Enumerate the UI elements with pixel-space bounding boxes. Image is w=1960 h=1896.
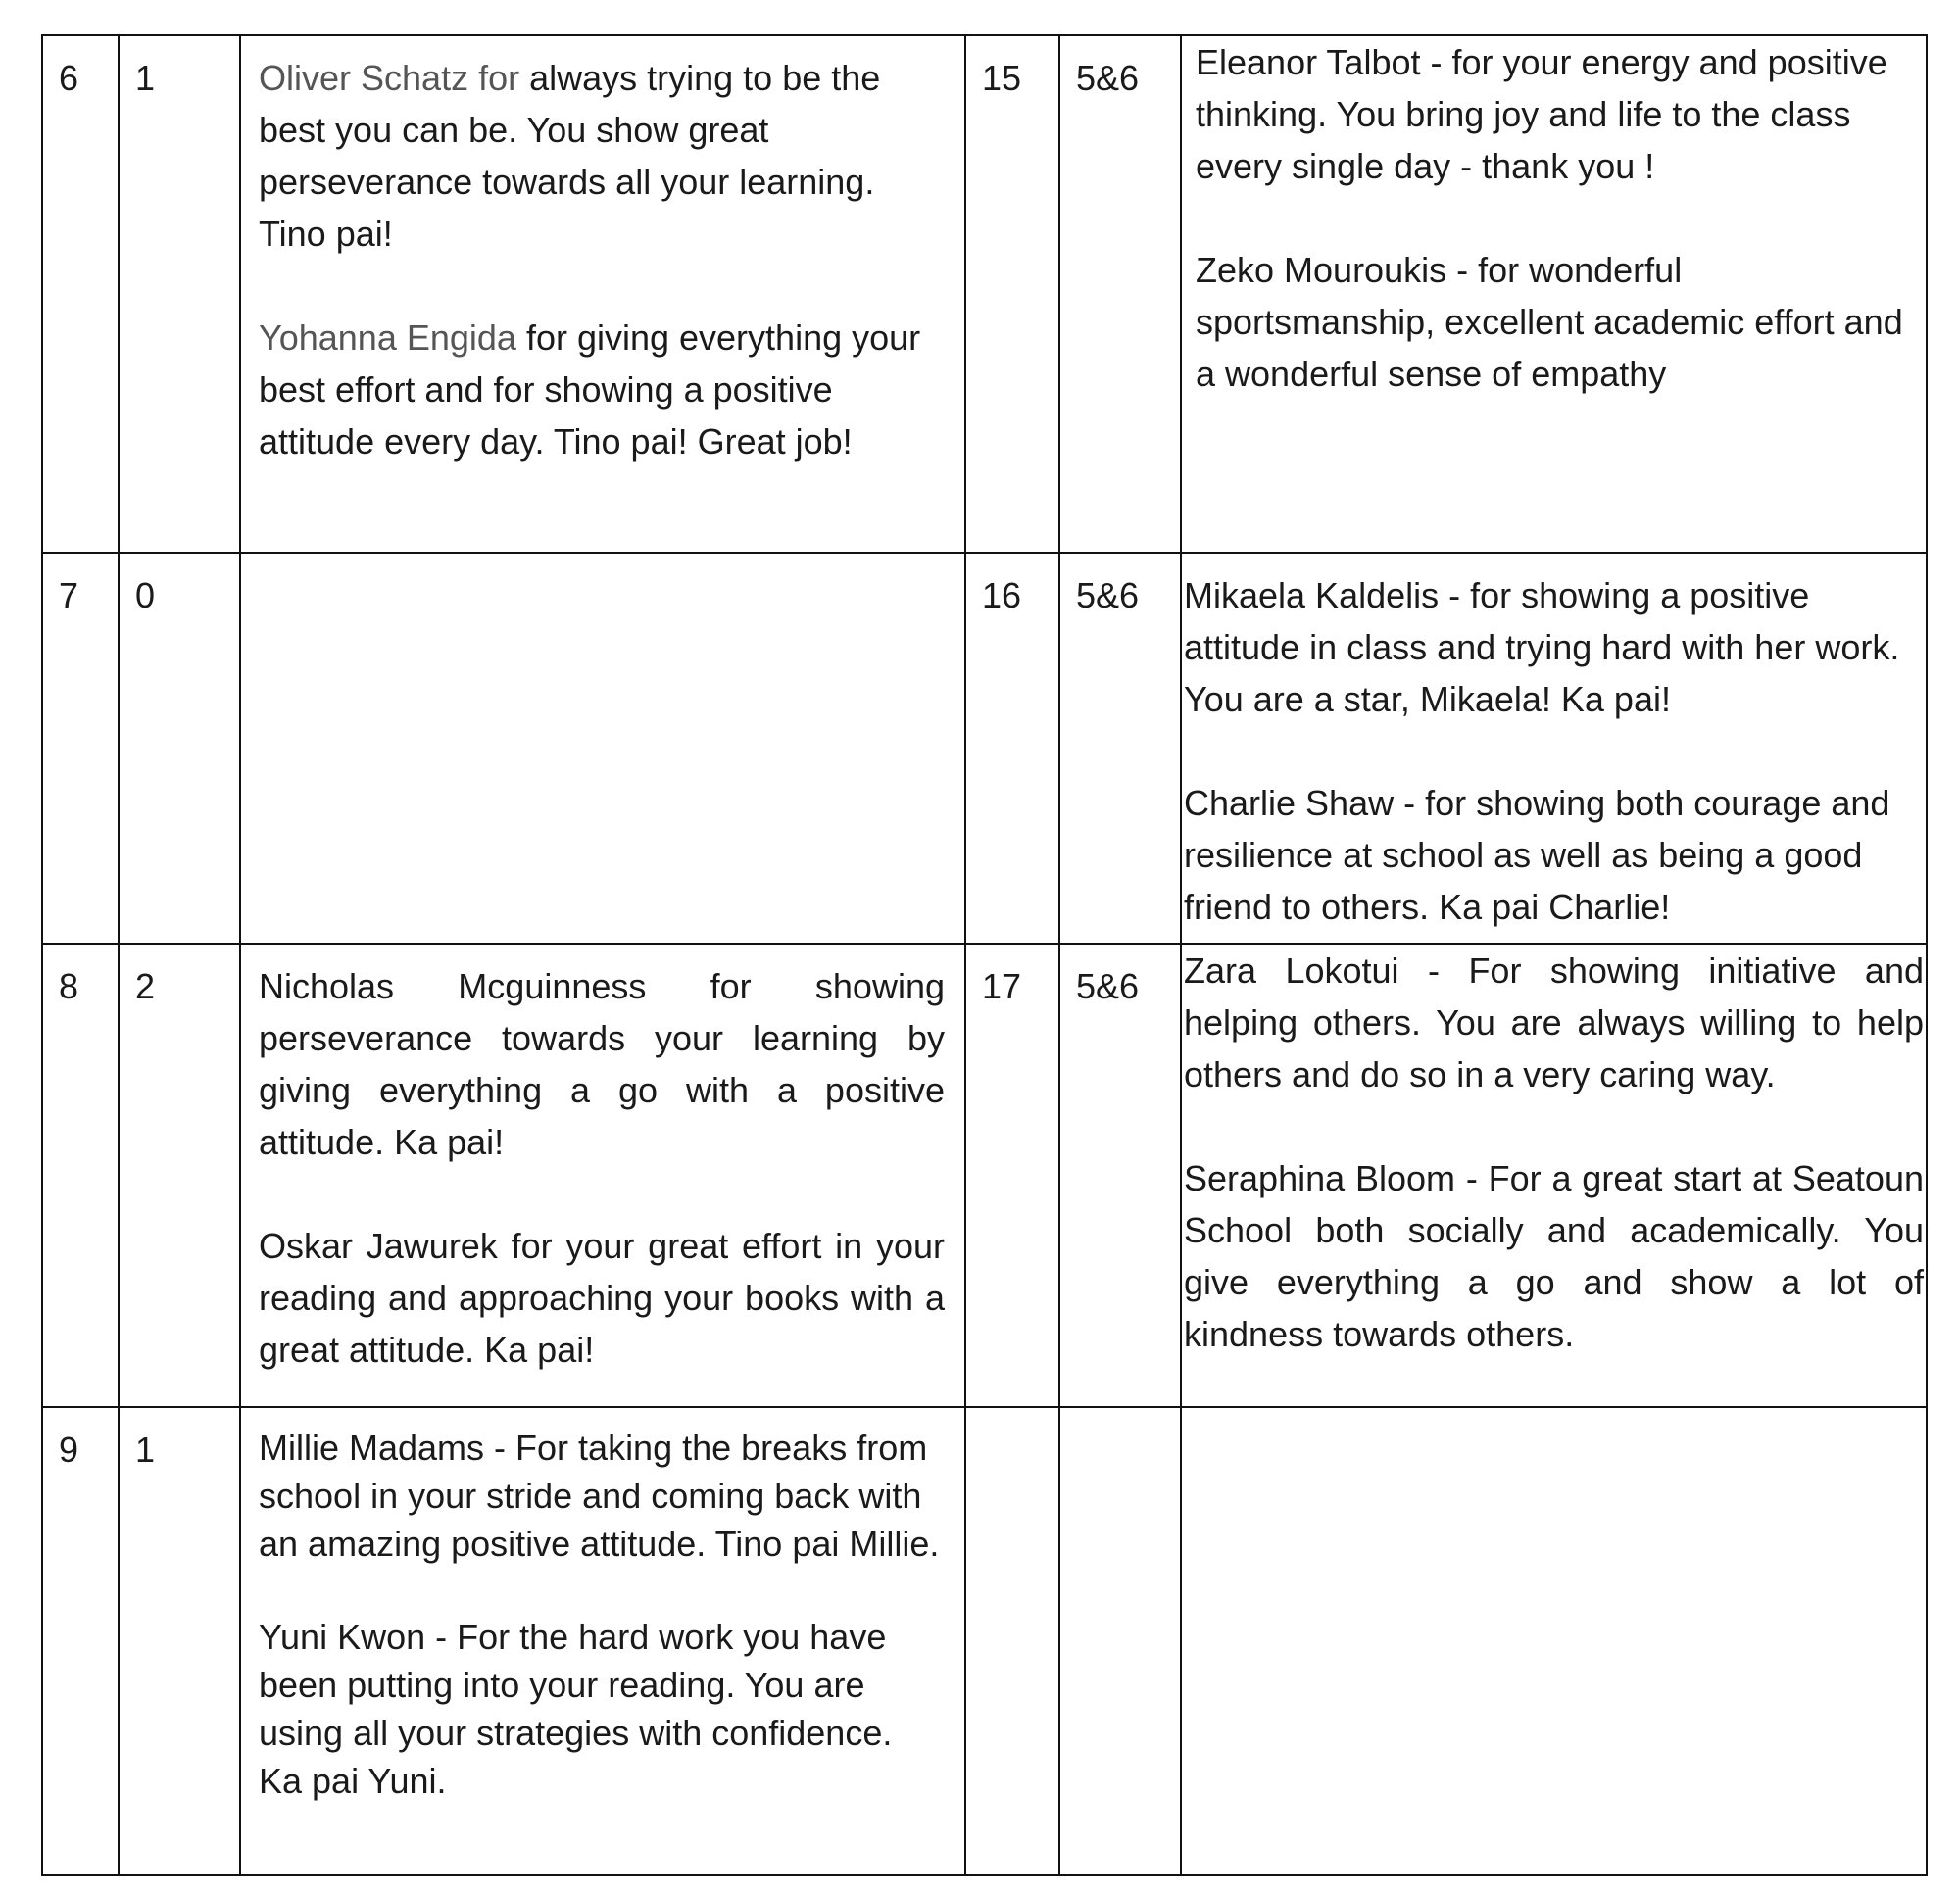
count-cell: 0 <box>119 553 240 944</box>
awards-table <box>41 34 1928 1876</box>
award-entry: Millie Madams - For taking the breaks from school in your stride and coming back with an amazing positive attitude. Tino pai Millie. <box>259 1428 940 1564</box>
award-entry <box>259 312 945 467</box>
award-entry: Oskar Jawurek for your great effort in your reading and approaching your books with a great attitude. Ka pai! <box>259 1226 945 1370</box>
week-cell: 16 <box>965 553 1059 944</box>
award-entry: Eleanor Talbot - for your energy and positive thinking. You bring joy and life to the class every single day - thank you ! <box>1196 42 1887 186</box>
table-row <box>42 35 1927 553</box>
award-entry: Zeko Mouroukis - for wonderful sportsmanship, excellent academic effort and a wonderful sense of empathy <box>1196 250 1903 394</box>
award-entry: Yuni Kwon - For the hard work you have been putting into your reading. You are using all your strategies with confidence. Ka pai Yuni. <box>259 1617 893 1801</box>
week-cell: 8 <box>42 944 119 1407</box>
week-cell: 17 <box>965 944 1059 1407</box>
week-cell <box>965 1407 1059 1875</box>
award-text-cell <box>1181 35 1927 553</box>
award-text-cell <box>1181 553 1927 944</box>
student-name: Yohanna Engida <box>259 317 516 358</box>
table-row <box>42 1407 1927 1875</box>
count-cell: 2 <box>119 944 240 1407</box>
award-text-cell <box>1181 1407 1927 1875</box>
class-cell <box>1059 1407 1181 1875</box>
award-reason: always trying to be the best you can be. You show great perseverance towards all your learning. Tino pai! <box>259 58 881 254</box>
class-cell: 5&6 <box>1059 35 1181 553</box>
week-cell: 9 <box>42 1407 119 1875</box>
award-entry: Nicholas Mcguinness for showing perseverance towards your learning by giving everything a go with a positive attitude. Ka pai! <box>259 966 945 1162</box>
award-text-cell <box>240 35 965 553</box>
award-entry: Seraphina Bloom - For a great start at Seatoun School both socially and academically. You give everything a go and show a lot of kindness towards others. <box>1184 1158 1924 1354</box>
award-entry: Zara Lokotui - For showing initiative and helping others. You are always willing to help others and do so in a very caring way. <box>1184 950 1924 1094</box>
award-reason: for giving everything your best effort and for showing a positive attitude every day. Tino pai! Great job! <box>259 317 921 462</box>
award-entry: Charlie Shaw - for showing both courage and resilience at school as well as being a good friend to others. Ka pai Charlie! <box>1184 783 1890 927</box>
count-cell: 1 <box>119 35 240 553</box>
table-row <box>42 944 1927 1407</box>
class-cell: 5&6 <box>1059 944 1181 1407</box>
student-name: Oliver Schatz for <box>259 58 520 98</box>
count-cell: 1 <box>119 1407 240 1875</box>
week-cell: 7 <box>42 553 119 944</box>
award-text-cell <box>240 944 965 1407</box>
award-entry: Mikaela Kaldelis - for showing a positive attitude in class and trying hard with her work. You are a star, Mikaela! Ka pai! <box>1184 575 1900 719</box>
class-cell: 5&6 <box>1059 553 1181 944</box>
award-entry <box>259 52 945 260</box>
week-cell: 6 <box>42 35 119 553</box>
table-row <box>42 553 1927 944</box>
award-text-cell <box>240 1407 965 1875</box>
award-text-cell <box>240 553 965 944</box>
week-cell: 15 <box>965 35 1059 553</box>
award-text-cell <box>1181 944 1927 1407</box>
